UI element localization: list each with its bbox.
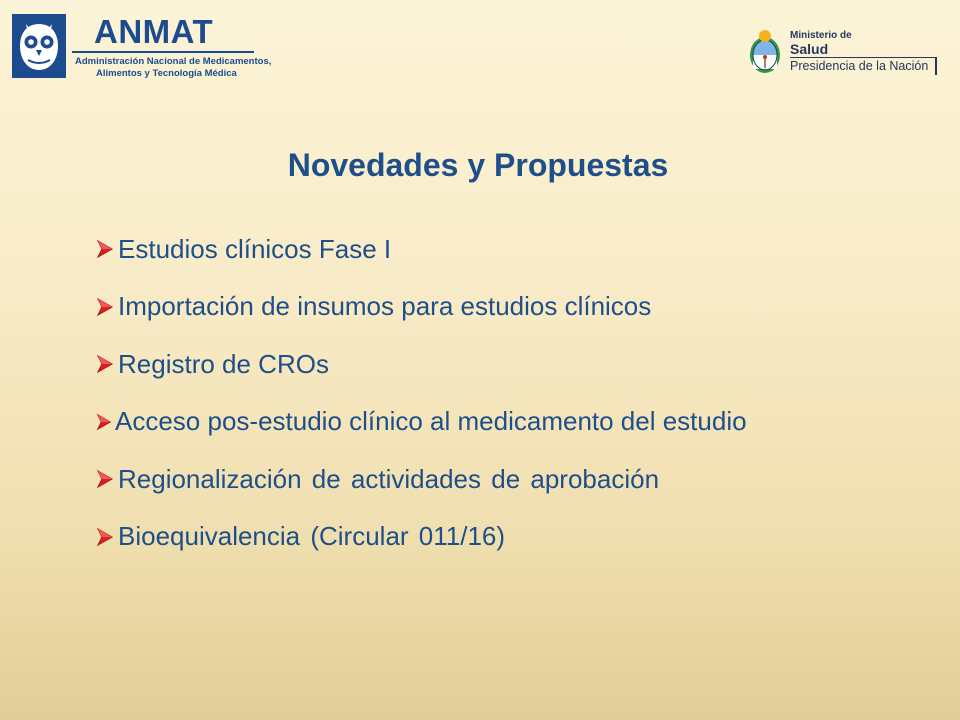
list-item-label: Bioequivalencia (Circular 011/16) [118, 521, 506, 551]
arrow-bullet-icon [94, 411, 114, 433]
coat-of-arms-icon [748, 28, 782, 78]
slide-title: Novedades y Propuestas [287, 147, 669, 183]
arrow-bullet-icon [94, 353, 116, 375]
anmat-logo [12, 13, 272, 80]
arrow-bullet-icon [94, 526, 116, 548]
arrow-bullet-icon [94, 468, 116, 490]
list-item-label: Regionalización de actividades de aprobación [118, 463, 660, 494]
list-item-label: Registro de CROs [118, 348, 329, 379]
list-item [94, 347, 747, 381]
list-item [94, 520, 747, 554]
ministerio-side-bar [935, 57, 937, 75]
ministerio-salud-logo [748, 28, 940, 80]
ministerio-line2: Salud [790, 41, 829, 57]
bullet-list [94, 232, 747, 577]
arrow-bullet-icon [94, 296, 116, 318]
ministerio-line1: Ministerio de [790, 30, 852, 41]
list-item-label: Importación de insumos para estudios clínicos [118, 291, 652, 321]
anmat-divider [72, 51, 254, 53]
list-item [94, 405, 747, 439]
list-item [94, 232, 747, 266]
owl-emblem-icon [12, 14, 66, 78]
ministerio-divider [790, 57, 936, 58]
list-item [94, 462, 747, 496]
arrow-bullet-icon [94, 238, 116, 260]
list-item-label: Estudios clínicos Fase I [118, 233, 392, 264]
anmat-wordmark: ANMAT [94, 13, 214, 50]
list-item [94, 290, 747, 324]
list-item-label: Acceso pos-estudio clínico al medicamento del estudio [115, 406, 747, 436]
ministerio-line3: Presidencia de la Nación [790, 59, 929, 73]
anmat-subtitle-line2: Alimentos y Tecnología Médica [96, 68, 237, 79]
anmat-subtitle-line1: Administración Nacional de Medicamentos, [75, 56, 272, 67]
